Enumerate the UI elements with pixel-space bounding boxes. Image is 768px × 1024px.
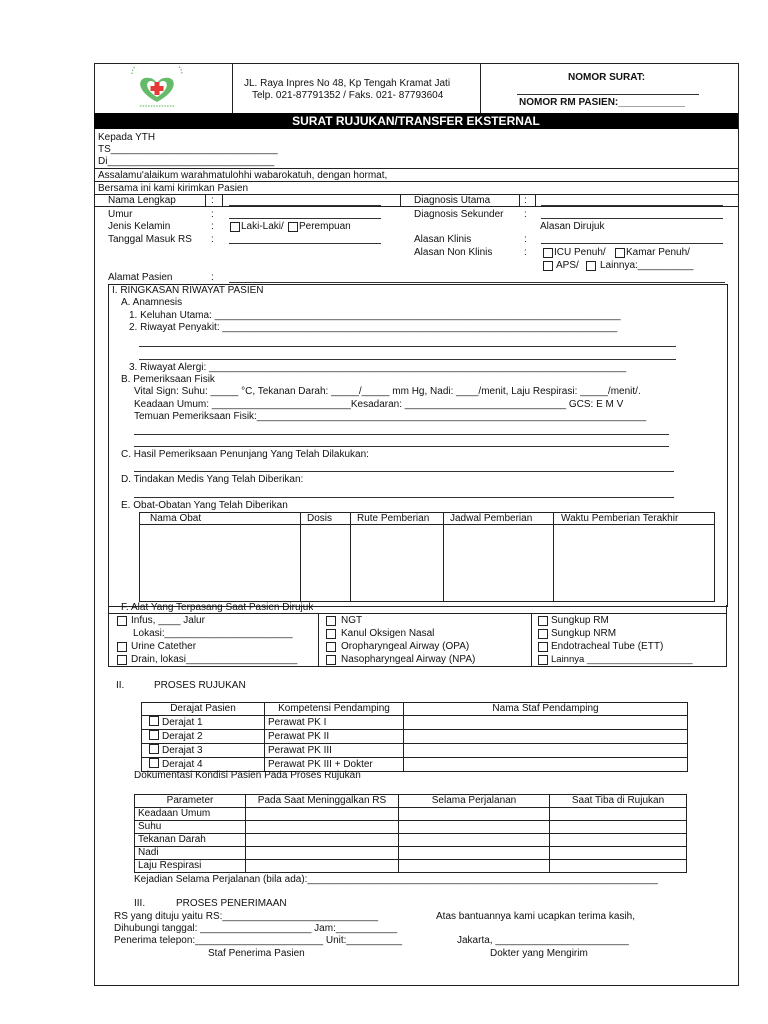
diagnosis-sekunder-label: Diagnosis Sekunder <box>414 209 504 220</box>
alat-grid-col <box>318 613 319 666</box>
drain-checkbox[interactable] <box>117 655 127 665</box>
kompetensi-cell: Perawat PK III <box>265 744 404 758</box>
table-row <box>142 730 688 744</box>
derajat-header: Derajat Pasien <box>142 703 265 716</box>
kondisi-table <box>134 794 687 873</box>
vital-sign-field[interactable]: Vital Sign: Suhu: _____ °C, Tekanan Darah: _____/_____ mm Hg, Nadi: ____/menit, Laju Respirasi: _____/menit/. <box>134 386 641 397</box>
kondisi-cell[interactable] <box>550 808 687 821</box>
temuan-fisik-field[interactable]: Temuan Pemeriksaan Fisik:______________________________________________________________________ <box>134 411 647 422</box>
colon: : <box>524 247 527 258</box>
obat-table-header-line <box>139 524 714 525</box>
rs-dituju-field[interactable]: RS yang dituju yaitu RS:____________________________ <box>114 911 379 922</box>
terima-kasih-text: Atas bantuannya kami ucapkan terima kasih, <box>436 911 635 922</box>
umur-label: Umur <box>108 209 133 220</box>
table-row <box>142 744 688 758</box>
derajat-3-checkbox[interactable] <box>149 744 159 754</box>
staf-penerima-label: Staf Penerima Pasien <box>208 948 305 959</box>
hasil-penunjang-label: C. Hasil Pemeriksaan Penunjang Yang Telah Dilakukan: <box>121 449 369 460</box>
alasan-non-klinis-label: Alasan Non Klinis <box>414 247 493 258</box>
tanggal-masuk-input[interactable] <box>229 243 381 244</box>
opa-label: Oropharyngeal Airway (OPA) <box>341 641 470 652</box>
nomor-surat-line <box>517 94 699 95</box>
parameter-header: Parameter <box>135 795 246 808</box>
kejadian-field[interactable]: Kejadian Selama Perjalanan (bila ada):_______________________________________________________________ <box>134 874 658 885</box>
colon: : <box>211 209 214 220</box>
derajat-cell[interactable] <box>142 716 265 730</box>
nomor-rm-label: NOMOR RM PASIEN:____________ <box>519 97 685 108</box>
meninggalkan-header: Pada Saat Meninggalkan RS <box>246 795 399 808</box>
derajat-label: Derajat 4 <box>162 759 203 770</box>
lainnya-alat-checkbox[interactable] <box>538 655 548 665</box>
jakarta-field[interactable]: Jakarta, ________________________ <box>457 935 629 946</box>
alat-grid-top <box>108 613 727 614</box>
section-ii-number: II. <box>116 680 125 691</box>
derajat-cell[interactable] <box>142 744 265 758</box>
obat-col-line <box>300 512 301 601</box>
drain-label: Drain, lokasi____________________ <box>131 654 298 665</box>
anamnesis-label: A. Anamnesis <box>121 297 183 308</box>
kondisi-cell[interactable] <box>550 860 687 873</box>
infus-label: Infus, ____ Jalur <box>131 615 205 626</box>
obat-table <box>139 512 715 602</box>
icu-penuh-label: ICU Penuh/ <box>554 247 606 258</box>
derajat-cell[interactable] <box>142 730 265 744</box>
dihubungi-field[interactable]: Dihubungi tanggal: ____________________ Jam:___________ <box>114 923 398 934</box>
temuan-fisik-line[interactable] <box>134 434 669 435</box>
alat-grid-left <box>108 605 109 666</box>
alat-grid-right <box>726 605 727 666</box>
dokumentasi-label: Dokumentasi Kondisi Pasien Pada Proses Rujukan <box>134 770 361 781</box>
perempuan-label: Perempuan <box>299 221 351 232</box>
kondisi-cell[interactable] <box>399 860 550 873</box>
sungkup-nrm-checkbox[interactable] <box>538 629 548 639</box>
table-row <box>135 808 687 821</box>
alasan-dirujuk-label: Alasan Dirujuk <box>540 221 605 232</box>
aps-checkbox[interactable] <box>543 261 553 271</box>
icu-penuh-checkbox[interactable] <box>543 248 553 258</box>
opa-checkbox[interactable] <box>326 642 336 652</box>
derajat-2-checkbox[interactable] <box>149 730 159 740</box>
staf-cell[interactable] <box>404 716 688 730</box>
kanul-oksigen-label: Kanul Oksigen Nasal <box>341 628 435 639</box>
section-i-title: I. RINGKASAN RIWAYAT PASIEN <box>112 285 264 296</box>
divider <box>205 194 206 206</box>
umur-input[interactable] <box>229 218 381 219</box>
colon: : <box>524 234 527 245</box>
parameter-cell: Suhu <box>135 821 246 834</box>
alat-label: F. Alat Yang Terpasang Saat Pasien Dirujuk <box>121 602 314 613</box>
alasan-klinis-label: Alasan Klinis <box>414 234 472 245</box>
derajat-table <box>141 702 688 772</box>
perjalanan-header: Selama Perjalanan <box>399 795 550 808</box>
colon: : <box>211 272 214 283</box>
kondisi-cell[interactable] <box>550 821 687 834</box>
sungkup-rm-label: Sungkup RM <box>551 615 609 626</box>
infus-checkbox[interactable] <box>117 616 127 626</box>
colon: : <box>524 209 527 220</box>
section-iii-title: PROSES PENERIMAAN <box>176 898 287 909</box>
obat-header-nama: Nama Obat <box>150 513 202 524</box>
diagnosis-utama-label: Diagnosis Utama <box>414 195 491 206</box>
parameter-cell: Nadi <box>135 847 246 860</box>
urine-catether-label: Urine Catether <box>131 641 197 652</box>
divider <box>94 168 738 169</box>
keadaan-umum-field[interactable]: Keadaan Umum: _________________________Kesadaran: _____________________________ GCS: E M V <box>134 399 624 410</box>
obat-col-line <box>553 512 554 601</box>
form-title: SURAT RUJUKAN/TRANSFER EKSTERNAL <box>292 114 540 128</box>
riwayat-alergi-field[interactable]: 3. Riwayat Alergi: ___________________________________________________________________________ <box>129 362 627 373</box>
sungkup-rm-checkbox[interactable] <box>538 616 548 626</box>
kondisi-cell[interactable] <box>246 834 399 847</box>
lokasi-field[interactable]: Lokasi:_______________________ <box>133 628 293 639</box>
parameter-cell: Laju Respirasi <box>135 860 246 873</box>
table-row <box>142 716 688 730</box>
ts-field[interactable]: TS______________________________ <box>98 144 278 155</box>
aps-label: APS/ <box>556 260 579 271</box>
derajat-label: Derajat 1 <box>162 717 203 728</box>
lainnya-checkbox[interactable] <box>586 261 596 271</box>
ett-label: Endotracheal Tube (ETT) <box>551 641 664 652</box>
tindakan-medis-line[interactable] <box>134 497 674 498</box>
colon: : <box>211 195 214 206</box>
kamar-penuh-label: Kamar Penuh/ <box>626 247 690 258</box>
divider <box>400 194 401 206</box>
kamar-penuh-checkbox[interactable] <box>615 248 625 258</box>
kompetensi-cell: Perawat PK II <box>265 730 404 744</box>
kondisi-cell[interactable] <box>246 860 399 873</box>
header-divider-left <box>232 63 233 113</box>
obat-col-line <box>350 512 351 601</box>
diagnosis-utama-input[interactable] <box>541 205 723 206</box>
staf-cell[interactable] <box>404 744 688 758</box>
table-row <box>135 834 687 847</box>
npa-label: Nasopharyngeal Airway (NPA) <box>341 654 476 665</box>
ngt-checkbox[interactable] <box>326 616 336 626</box>
colon: : <box>524 195 527 206</box>
dokter-pengirim-label: Dokter yang Mengirim <box>490 948 588 959</box>
ett-checkbox[interactable] <box>538 642 548 652</box>
pemeriksaan-fisik-label: B. Pemeriksaan Fisik <box>121 374 215 385</box>
parameter-cell: Tekanan Darah <box>135 834 246 847</box>
derajat-label: Derajat 2 <box>162 731 203 742</box>
penerima-field[interactable]: Penerima telepon:_______________________ Unit:__________ <box>114 935 403 946</box>
table-row <box>135 860 687 873</box>
greeting-text: Assalamu'alaikum warahmatulohhi wabarokatuh, dengan hormat, <box>98 170 388 181</box>
perempuan-checkbox[interactable] <box>288 222 298 232</box>
tiba-header: Saat Tiba di Rujukan <box>550 795 687 808</box>
alat-grid-col <box>531 613 532 666</box>
section-iii-number: III. <box>134 898 146 909</box>
divider <box>535 194 536 206</box>
derajat-label: Derajat 3 <box>162 745 203 756</box>
kondisi-cell[interactable] <box>246 808 399 821</box>
kepada-label: Kepada YTH <box>98 132 156 143</box>
obat-label: E. Obat-Obatan Yang Telah Diberikan <box>121 500 288 511</box>
table-row <box>135 847 687 860</box>
temuan-fisik-line[interactable] <box>134 446 669 447</box>
staf-cell[interactable] <box>404 730 688 744</box>
obat-header-rute: Rute Pemberian <box>357 513 430 524</box>
kondisi-cell[interactable] <box>399 808 550 821</box>
keluhan-utama-field[interactable]: 1. Keluhan Utama: _________________________________________________________________________ <box>129 310 621 321</box>
parameter-cell: Keadaan Umum <box>135 808 246 821</box>
tindakan-medis-label: D. Tindakan Medis Yang Telah Diberikan: <box>121 474 304 485</box>
alamat-input[interactable] <box>229 282 725 283</box>
colon: : <box>211 221 214 232</box>
kondisi-cell[interactable] <box>399 821 550 834</box>
jenis-kelamin-label: Jenis Kelamin <box>108 221 171 232</box>
divider <box>519 194 520 206</box>
alamat-label: Alamat Pasien <box>108 272 173 283</box>
nama-input[interactable] <box>229 205 381 206</box>
derajat-4-checkbox[interactable] <box>149 758 159 768</box>
lainnya-label: Lainnya:__________ <box>600 260 694 271</box>
divider <box>94 181 738 182</box>
kondisi-cell[interactable] <box>550 847 687 860</box>
obat-header-dosis: Dosis <box>307 513 333 524</box>
section-ii-title: PROSES RUJUKAN <box>154 680 246 691</box>
colon: : <box>211 234 214 245</box>
header-address-line2: Telp. 021-87791352 / Faks. 021- 87793604 <box>252 90 444 101</box>
kondisi-cell[interactable] <box>550 834 687 847</box>
tanggal-masuk-label: Tanggal Masuk RS <box>108 234 192 245</box>
divider <box>94 206 738 207</box>
obat-header-waktu: Waktu Pemberian Terakhir <box>561 513 679 524</box>
kondisi-cell[interactable] <box>246 847 399 860</box>
nomor-surat-label: NOMOR SURAT: <box>568 72 646 83</box>
kanul-oksigen-checkbox[interactable] <box>326 629 336 639</box>
derajat-1-checkbox[interactable] <box>149 716 159 726</box>
staf-cell[interactable] <box>404 758 688 772</box>
kompetensi-cell: Perawat PK I <box>265 716 404 730</box>
laki-laki-checkbox[interactable] <box>230 222 240 232</box>
laki-laki-label: Laki-Laki/ <box>241 221 284 232</box>
sungkup-nrm-label: Sungkup NRM <box>551 628 617 639</box>
lainnya-alat-label: Lainnya ____________________ <box>551 654 693 665</box>
nama-label: Nama Lengkap <box>108 195 176 206</box>
obat-header-jadwal: Jadwal Pemberian <box>450 513 533 524</box>
hospital-logo-icon <box>114 66 200 110</box>
hasil-penunjang-line[interactable] <box>134 471 674 472</box>
alat-grid-bottom <box>108 666 727 667</box>
table-row <box>135 821 687 834</box>
riwayat-penyakit-line[interactable] <box>139 346 676 347</box>
kondisi-cell[interactable] <box>399 847 550 860</box>
urine-catether-checkbox[interactable] <box>117 642 127 652</box>
ngt-label: NGT <box>341 615 363 626</box>
intro-text: Bersama ini kami kirimkan Pasien <box>98 183 249 194</box>
npa-checkbox[interactable] <box>326 655 336 665</box>
obat-col-line <box>443 512 444 601</box>
riwayat-penyakit-line[interactable] <box>139 359 676 360</box>
riwayat-penyakit-field[interactable]: 2. Riwayat Penyakit: _______________________________________________________________________ <box>129 322 618 333</box>
kompetensi-header: Kompetensi Pendamping <box>265 703 404 716</box>
divider <box>222 194 223 206</box>
alasan-klinis-input[interactable] <box>541 243 723 244</box>
header-address-line1: JL. Raya Inpres No 48, Kp Tengah Kramat Jati <box>244 78 451 89</box>
staf-header: Nama Staf Pendamping <box>404 703 688 716</box>
kondisi-cell[interactable] <box>246 821 399 834</box>
diagnosis-sekunder-input[interactable] <box>541 218 723 219</box>
kompetensi-cell: Perawat PK III + Dokter <box>265 758 404 772</box>
di-field[interactable]: Di______________________________ <box>98 156 275 167</box>
header-divider-right <box>480 63 481 113</box>
kondisi-cell[interactable] <box>399 834 550 847</box>
